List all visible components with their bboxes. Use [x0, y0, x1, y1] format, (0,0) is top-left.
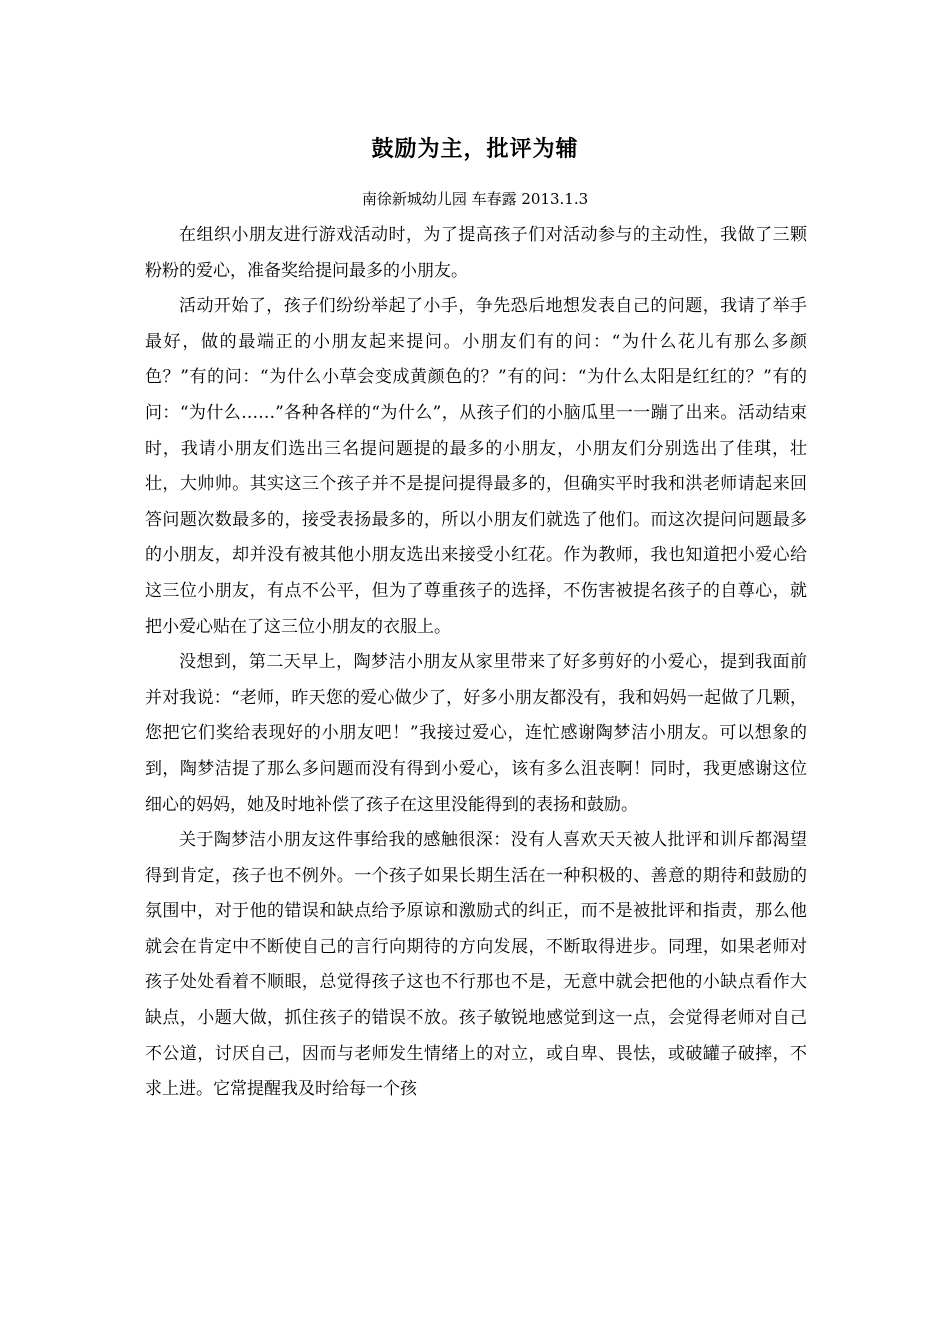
paragraph: 没想到，第二天早上，陶梦洁小朋友从家里带来了好多剪好的小爱心，提到我面前并对我说：“老师，昨天您的爱心做少了，好多小朋友都没有，我和妈妈一起做了几颗，您把它们奖给表现好的小朋友吧！”我接过爱心，连忙感谢陶梦洁小朋友。可以想象的到，陶梦洁提了那么多问题而没有得到小爱心，该有多么沮丧啊！同时，我更感谢这位细心的妈妈，她及时地补偿了孩子在这里没能得到的表扬和鼓励。	[145, 652, 807, 815]
paragraph: 在组织小朋友进行游戏活动时，为了提高孩子们对活动参与的主动性，我做了三颗粉粉的爱心，准备奖给提问最多的小朋友。	[145, 225, 807, 281]
paragraph: 活动开始了，孩子们纷纷举起了小手，争先恐后地想发表自己的问题，我请了举手最好，做的最端正的小朋友起来提问。小朋友们有的问：“为什么花儿有那么多颜色？”有的问：“为什么小草会变成黄颜色的？”有的问：“为什么太阳是红红的？”有的问：“为什么……”各种各样的“为什么”，从孩子们的小脑瓜里一一蹦了出来。活动结束时，我请小朋友们选出三名提问题提的最多的小朋友，小朋友们分别选出了佳琪，壮壮，大帅帅。其实这三个孩子并不是提问提得最多的，但确实平时我和洪老师请起来回答问题次数最多的，接受表扬最多的，所以小朋友们就选了他们。而这次提问问题最多的小朋友，却并没有被其他小朋友选出来接受小红花。作为教师，我也知道把小爱心给这三位小朋友，有点不公平，但为了尊重孩子的选择，不伤害被提名孩子的自尊心，就把小爱心贴在了这三位小朋友的衣服上。	[145, 296, 807, 637]
document-body	[145, 218, 807, 1108]
paragraph: 关于陶梦洁小朋友这件事给我的感触很深：没有人喜欢天天被人批评和训斥都渴望得到肯定，孩子也不例外。一个孩子如果长期生活在一种积极的、善意的期待和鼓励的氛围中，对于他的错误和缺点给予原谅和激励式的纠正，而不是被批评和指责，那么他就会在肯定中不断使自己的言行向期待的方向发展，不断取得进步。同理，如果老师对孩子处处看着不顺眼，总觉得孩子这也不行那也不是，无意中就会把他的小缺点看作大缺点，小题大做，抓住孩子的错误不放。孩子敏锐地感觉到这一点，会觉得老师对自己不公道，讨厌自己，因而与老师发生情绪上的对立，或自卑、畏怯，或破罐子破摔，不求上进。它常提醒我及时给每一个孩	[145, 830, 807, 1100]
document-title: 鼓励为主，批评为辅	[371, 137, 579, 162]
author-byline: 南徐新城幼儿园 车春露 2013.1.3	[361, 190, 589, 208]
